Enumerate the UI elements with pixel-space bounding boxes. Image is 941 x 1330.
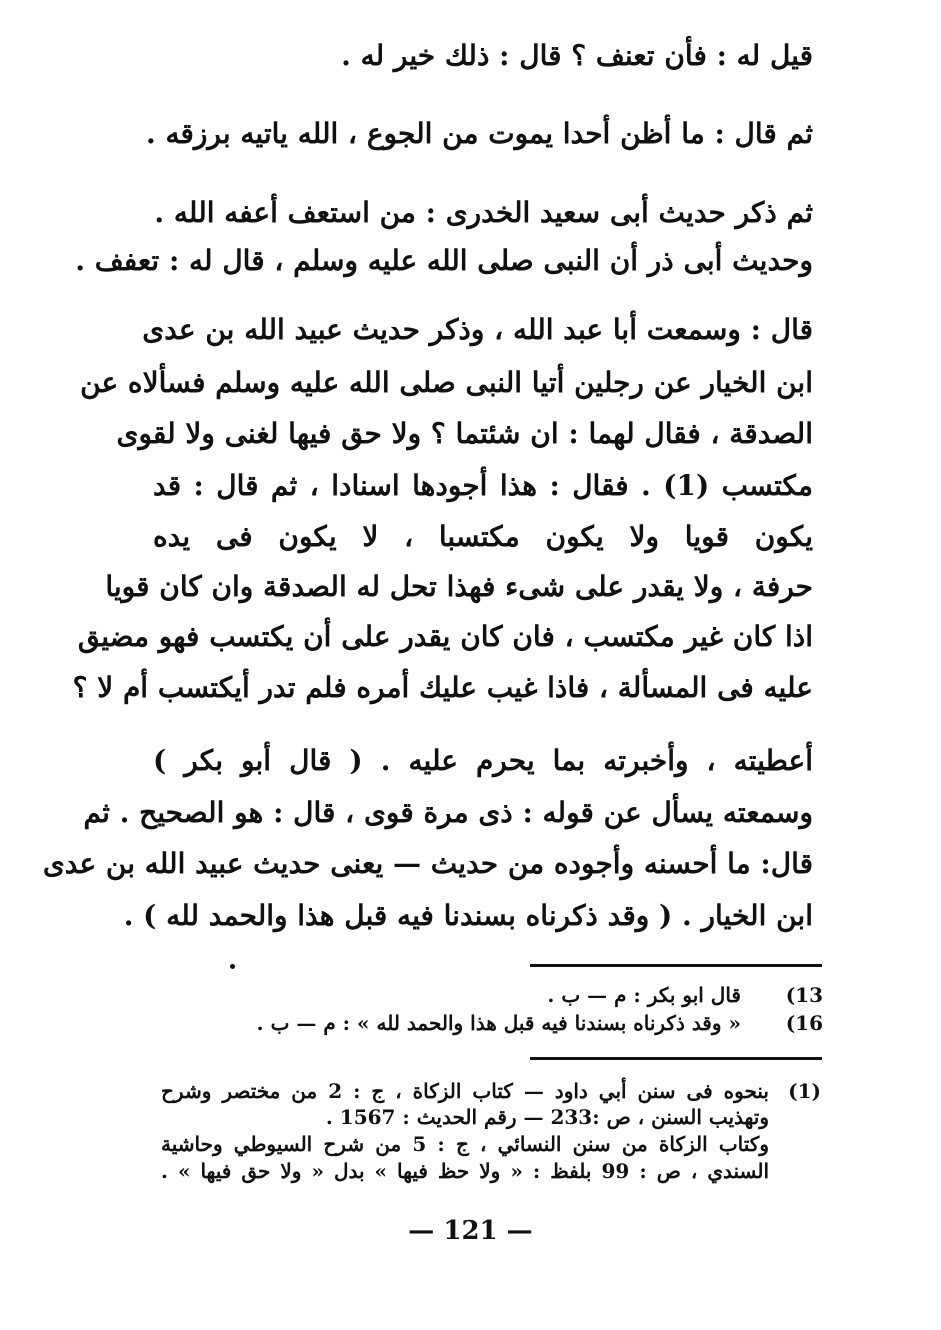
paragraph-4-line-5: يكون قويا ولا يكون مكتسبا ، لا يكون فى يده — [153, 520, 813, 553]
paragraph-4-line-4: مكتسب (1) . فقال : هذا أجودها اسنادا ، ثم قال : قد — [153, 469, 813, 502]
variant-note-number: (16 — [785, 1011, 823, 1035]
variant-note-number: (13 — [785, 983, 823, 1007]
paragraph-5-line-2: وسمعته يسأل عن قوله : ذى مرة قوى ، قال : هو الصحيح . ثم — [83, 796, 813, 829]
footnote-line-4: السندي ، ص : 99 بلفظ : « ولا حظ فيها » بدل « ولا حق فيها » . — [161, 1159, 769, 1183]
paragraph-1-line-1: قيل له : فأن تعنف ؟ قال : ذلك خير له . — [341, 39, 813, 72]
footnote-line-2: وتهذيب السنن ، ص :233 — رقم الحديث : 1567 . — [325, 1105, 769, 1129]
paragraph-5-line-4: ابن الخيار . ( وقد ذكرناه بسندنا فيه قبل هذا والحمد لله ) . — [123, 899, 813, 932]
paragraph-5-line-3: قال: ما أحسنه وأجوده من حديث — يعنى حديث عبيد الله بن عدى — [42, 847, 813, 880]
stray-dot — [230, 964, 235, 969]
paragraph-3-line-1: ثم ذكر حديث أبى سعيد الخدرى : من استعف أعفه الله . — [154, 196, 813, 229]
paragraph-4-line-3: الصدقة ، فقال لهما : ان شئتما ؟ ولا حق فيها لغنى ولا لقوى — [116, 417, 813, 450]
variant-notes-separator — [530, 964, 822, 967]
paragraph-3-line-2: وحديث أبى ذر أن النبى صلى الله عليه وسلم ، قال له : تعفف . — [75, 244, 813, 277]
paragraph-4-line-6: حرفة ، ولا يقدر على شىء فهذا تحل له الصدقة وان كان قويا — [105, 570, 813, 603]
variant-note-text: « وقد ذكرناه بسندنا فيه قبل هذا والحمد لله » : م — ب . — [256, 1011, 741, 1035]
paragraph-4-line-8: عليه فى المسألة ، فاذا غيب عليك أمره فلم تدر أيكتسب أم لا ؟ — [72, 671, 813, 704]
variant-note-text: قال ابو بكر : م — ب . — [547, 983, 741, 1007]
paragraph-4-line-2: ابن الخيار عن رجلين أتيا النبى صلى الله عليه وسلم فسألاه عن — [80, 366, 813, 399]
footnote-separator — [530, 1057, 822, 1060]
paragraph-5-line-1: أعطيته ، وأخبرته بما يحرم عليه . ( قال أبو بكر ) — [153, 744, 813, 777]
footnote-marker: (1) — [788, 1079, 821, 1103]
paragraph-4-line-7: اذا كان غير مكتسب ، فان كان يقدر على أن يكتسب فهو مضيق — [77, 620, 813, 653]
footnote-text: بنحوه فى سنن أبي داود — كتاب الزكاة ، ج : 2 من مختصر وشرح — [161, 1079, 769, 1103]
page-number: — 121 — — [408, 1216, 533, 1246]
paragraph-4-line-1: قال : وسمعت أبا عبد الله ، وذكر حديث عبيد الله بن عدى — [142, 313, 813, 346]
footnote-line-3: وكتاب الزكاة من سنن النسائي ، ج : 5 من شرح السيوطي وحاشية — [161, 1132, 769, 1156]
paragraph-2-line-1: ثم قال : ما أظن أحدا يموت من الجوع ، الله ياتيه برزقه . — [145, 117, 813, 150]
